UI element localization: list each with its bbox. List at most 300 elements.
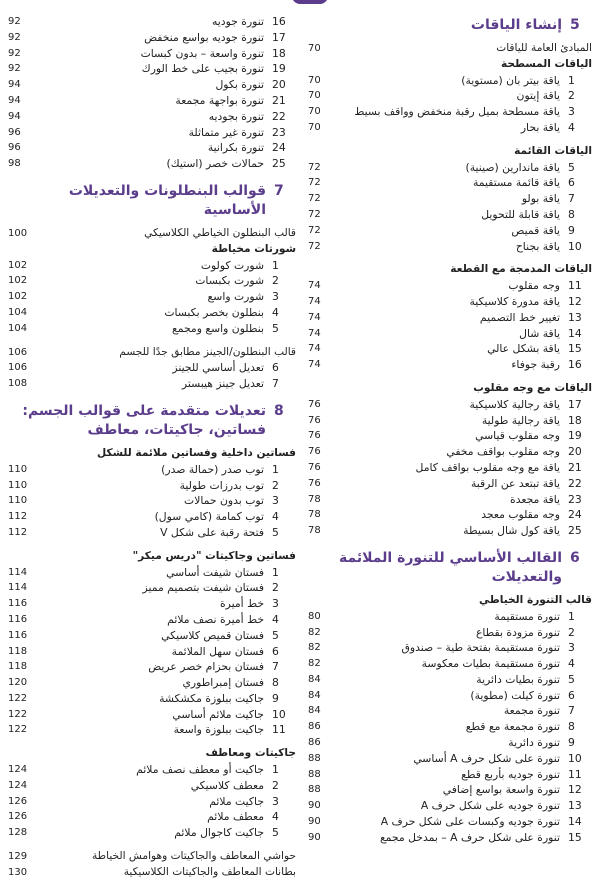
toc-entry[interactable] — [8, 305, 296, 321]
entry-page: 90 — [308, 800, 321, 812]
entry-page: 116 — [8, 629, 28, 641]
toc-entry[interactable] — [308, 507, 592, 523]
entry-number: 16 — [568, 358, 582, 372]
entry-number: 10 — [272, 707, 286, 721]
toc-entry[interactable] — [8, 345, 296, 361]
toc-entry[interactable] — [8, 478, 296, 494]
toc-entry[interactable] — [8, 509, 296, 525]
toc-entry[interactable] — [8, 525, 296, 541]
toc-entry[interactable] — [308, 767, 592, 783]
entry-number: 22 — [568, 476, 582, 490]
toc-entry[interactable] — [8, 30, 296, 46]
entry-number: 3 — [272, 597, 279, 611]
entry-number: 1 — [272, 565, 279, 579]
entry-title: فستان سهل الملائمة — [171, 644, 264, 658]
entry-title: تنورة مزودة بقطاع — [475, 625, 560, 639]
entry-page: 72 — [308, 224, 321, 236]
entry-title: تنورة واسعة – بدون كبسات — [140, 46, 264, 60]
entry-number: 13 — [568, 310, 582, 324]
section-title: فساتين وجاكيتات "دريس ميكر" — [132, 549, 296, 562]
toc-entry[interactable] — [8, 462, 296, 478]
toc-entry[interactable] — [8, 140, 296, 156]
entry-number: 7 — [272, 377, 279, 391]
section-heading — [8, 746, 296, 762]
entry-number: 6 — [568, 688, 575, 702]
toc-entry[interactable] — [308, 751, 592, 767]
entry-page: 72 — [308, 208, 321, 220]
entry-page: 76 — [308, 446, 321, 458]
entry-page: 102 — [8, 291, 28, 303]
entry-title: توب بدون حمالات — [184, 494, 264, 508]
toc-entry[interactable] — [8, 289, 296, 305]
top-accent-bar — [0, 0, 600, 6]
toc-entry[interactable] — [8, 77, 296, 93]
toc-entry[interactable] — [308, 444, 592, 460]
toc-entry[interactable] — [308, 798, 592, 814]
toc-entry[interactable] — [8, 644, 296, 660]
toc-entry[interactable] — [8, 825, 296, 841]
entry-number: 7 — [568, 704, 575, 718]
toc-entry[interactable] — [308, 175, 592, 191]
entry-page: 92 — [8, 63, 21, 75]
toc-entry[interactable] — [308, 88, 592, 104]
toc-entry[interactable] — [308, 191, 592, 207]
toc-entry[interactable] — [8, 794, 296, 810]
section-title: قالب التنورة الخياطي — [479, 593, 592, 606]
entry-page: 76 — [308, 461, 321, 473]
section-heading — [8, 446, 296, 462]
entry-number: 17 — [272, 30, 286, 44]
entry-page: 110 — [8, 479, 28, 491]
toc-entry[interactable] — [8, 321, 296, 337]
chapter-title: القالب الأساسي للتنورة الملائمة والتعديلات — [339, 549, 562, 585]
toc-entry[interactable] — [308, 830, 592, 846]
entry-title: تنورة دائرية — [508, 736, 560, 750]
entry-title: فستان بحزام خصر عريض — [148, 660, 264, 674]
toc-entry[interactable] — [8, 46, 296, 62]
entry-number: 11 — [568, 279, 582, 293]
toc-entry[interactable] — [308, 120, 592, 136]
entry-number: 4 — [272, 810, 279, 824]
entry-page: 122 — [8, 708, 28, 720]
entry-number: 3 — [272, 290, 279, 304]
section-list — [8, 258, 296, 337]
entry-title: تنورة واسعة بواسع إضافي — [442, 783, 560, 797]
toc-entry[interactable] — [8, 849, 296, 865]
toc-entry[interactable] — [308, 492, 592, 508]
toc-entry[interactable] — [8, 707, 296, 723]
section-list — [8, 462, 296, 541]
entry-title: ياقة شال — [519, 326, 560, 340]
entry-number: 17 — [568, 397, 582, 411]
entry-number: 24 — [568, 508, 582, 522]
toc-entry[interactable] — [308, 357, 592, 373]
entry-number: 7 — [272, 660, 279, 674]
entry-title: ياقة مدورة كلاسيكية — [469, 294, 560, 308]
toc-entry[interactable] — [8, 809, 296, 825]
entry-number: 5 — [568, 160, 575, 174]
toc-entry[interactable] — [308, 326, 592, 342]
toc-entry[interactable] — [308, 223, 592, 239]
entry-page: 74 — [308, 359, 321, 371]
section-title: فساتين داخلية وفساتين ملائمة للشكل — [97, 446, 296, 459]
entry-number: 4 — [272, 612, 279, 626]
toc-entry[interactable] — [308, 735, 592, 751]
entry-page: 74 — [308, 311, 321, 323]
toc-entry[interactable] — [308, 625, 592, 641]
entry-title: قالب البنطلون الخياطي الكلاسيكي — [144, 226, 296, 239]
entry-number: 1 — [568, 609, 575, 623]
entry-page: 126 — [8, 811, 28, 823]
entry-number: 14 — [568, 815, 582, 829]
chapter-8-heading — [8, 402, 296, 440]
entry-title: حواشي المعاطف والجاكيتات وهوامش الخياطة — [91, 850, 296, 863]
section-title: الياقات المسطحة — [500, 57, 592, 70]
entry-number: 5 — [272, 628, 279, 642]
section-title: شورتات مخياطة — [211, 242, 296, 255]
entry-title: بنطلون بخصر بكبسات — [164, 305, 264, 319]
entry-page: 96 — [8, 126, 21, 138]
entry-number: 5 — [272, 826, 279, 840]
entry-number: 16 — [272, 15, 286, 28]
entry-title: تنورة جوديه وكبسات على شكل حرف A — [380, 815, 560, 829]
entry-number: 15 — [568, 342, 582, 356]
entry-title: تنورة مستقيمة بطيات معكوسة — [421, 657, 560, 671]
entry-page: 106 — [8, 362, 28, 374]
section-list — [308, 609, 592, 846]
entry-title: تنورة على شكل حرف A أساسي — [413, 751, 560, 765]
toc-entry[interactable] — [8, 628, 296, 644]
entry-page: 118 — [8, 645, 28, 657]
entry-page: 88 — [308, 768, 321, 780]
toc-entry[interactable] — [308, 207, 592, 223]
entry-title: المبادئ العامة للياقات — [496, 42, 592, 54]
entry-number: 20 — [568, 445, 582, 459]
entry-page: 130 — [8, 866, 28, 878]
section-title: الياقات المدمجة مع القطعة — [450, 263, 592, 276]
entry-page: 84 — [308, 689, 321, 701]
entry-number: 4 — [568, 120, 575, 134]
entry-page: 76 — [308, 398, 321, 410]
entry-title: جاكيت كاجوال ملائم — [174, 826, 264, 840]
toc-entry[interactable] — [308, 460, 592, 476]
entry-number: 11 — [568, 767, 582, 781]
toc-entry[interactable] — [8, 659, 296, 675]
entry-page: 124 — [8, 779, 28, 791]
toc-left-column — [8, 14, 296, 881]
toc-entry[interactable] — [8, 596, 296, 612]
entry-page: 82 — [308, 658, 321, 670]
entry-title: تنورة مستقيمة بفتحة طية – صندوق — [401, 641, 560, 655]
entry-page: 94 — [8, 110, 21, 122]
entry-page: 72 — [308, 177, 321, 189]
entry-number: 13 — [568, 799, 582, 813]
entry-page: 110 — [8, 495, 28, 507]
toc-entry[interactable] — [8, 675, 296, 691]
entry-number: 2 — [568, 89, 575, 103]
entry-page: 74 — [308, 343, 321, 355]
entry-title: فستان قميص كلاسيكي — [161, 628, 264, 642]
toc-entry[interactable] — [308, 278, 592, 294]
entry-page: 84 — [308, 705, 321, 717]
entry-title: خط أميرة نصف ملائم — [167, 612, 264, 626]
toc-entry[interactable] — [308, 814, 592, 830]
entry-number: 1 — [568, 73, 575, 87]
entry-page: 92 — [8, 31, 21, 43]
entry-page: 124 — [8, 764, 28, 776]
entry-title: ياقة قميص — [511, 223, 560, 237]
toc-entry[interactable] — [8, 778, 296, 794]
entry-title: جاكيت ببلوزة مكشكشة — [159, 691, 264, 705]
entry-page: 102 — [8, 275, 28, 287]
entry-title: تنورة مستقيمة — [494, 609, 560, 623]
entry-page: 94 — [8, 79, 21, 91]
entry-title: بطانات المعاطف والجاكيتات الكلاسيكية — [123, 865, 296, 878]
entry-number: 4 — [272, 510, 279, 524]
entry-page: 90 — [308, 816, 321, 828]
toc-entry[interactable] — [8, 109, 296, 125]
entry-title: جاكيت ملائم — [209, 794, 264, 808]
section-heading — [308, 262, 592, 278]
entry-title: تنورة بجيب على خط الورك — [141, 62, 264, 76]
entry-title: ياقة بحار — [520, 120, 560, 134]
section-list — [308, 397, 592, 539]
entry-page: 84 — [308, 673, 321, 685]
entry-title: ياقة كول شال بسيطة — [463, 524, 560, 538]
entry-title: تنورة على شكل حرف A – بمدخل مجمع — [379, 830, 560, 844]
entry-page: 106 — [8, 346, 28, 358]
entry-page: 122 — [8, 692, 28, 704]
toc-entry[interactable] — [308, 523, 592, 539]
entry-page: 70 — [308, 43, 321, 54]
entry-number: 20 — [272, 78, 286, 92]
toc-entry[interactable] — [8, 226, 296, 242]
entry-number: 19 — [272, 62, 286, 76]
entry-title: ياقة ماندارين (صينية) — [465, 160, 560, 174]
entry-number: 10 — [568, 751, 582, 765]
toc-entry[interactable] — [308, 640, 592, 656]
entry-page: 112 — [8, 526, 28, 538]
toc-entry[interactable] — [8, 273, 296, 289]
entry-page: 82 — [308, 626, 321, 638]
entry-title: خط أميرة — [219, 597, 264, 611]
section-list — [308, 73, 592, 136]
entry-number: 6 — [272, 644, 279, 658]
entry-number: 25 — [272, 157, 286, 171]
toc-entry[interactable] — [308, 782, 592, 798]
section-heading — [308, 144, 592, 160]
entry-number: 2 — [272, 274, 279, 288]
entry-title: ياقة مسطحة بميل رقبة منخفض وواقف بسيط — [354, 105, 560, 119]
entry-title: ياقة قائمة مستقيمة — [472, 176, 560, 190]
entry-page: 76 — [308, 477, 321, 489]
toc-entry[interactable] — [8, 14, 296, 30]
entry-page: 98 — [8, 158, 21, 170]
entry-page: 82 — [308, 642, 321, 654]
section-list — [8, 762, 296, 841]
toc-entry[interactable] — [308, 413, 592, 429]
entry-title: تنورة بكرانية — [207, 141, 264, 155]
section-list — [8, 565, 296, 739]
entry-page: 122 — [8, 724, 28, 736]
entry-title: ياقة إيتون — [516, 89, 560, 103]
entry-number: 21 — [568, 460, 582, 474]
entry-number: 18 — [272, 46, 286, 60]
toc-entry[interactable] — [308, 428, 592, 444]
toc-entry[interactable] — [308, 310, 592, 326]
entry-page: 80 — [308, 610, 321, 622]
entry-title: ياقة قابلة للتحويل — [481, 207, 560, 221]
toc-entry[interactable] — [8, 156, 296, 172]
section-heading — [8, 242, 296, 258]
toc-entry[interactable] — [308, 104, 592, 120]
entry-title: جاكيت أو معطف نصف ملائم — [136, 763, 264, 777]
section-heading — [308, 593, 592, 609]
toc-entry[interactable] — [8, 865, 296, 881]
entry-number: 3 — [272, 494, 279, 508]
entry-page: 72 — [308, 161, 321, 173]
entry-title: تنورة مجمعة مع قطع — [465, 720, 560, 734]
section-list — [8, 360, 296, 392]
entry-title: جاكيت ببلوزة واسعة — [173, 723, 264, 737]
entry-number: 6 — [272, 361, 279, 375]
entry-title: رقبة جوفاء — [511, 358, 560, 372]
entry-number: 2 — [272, 478, 279, 492]
entry-page: 70 — [308, 90, 321, 102]
toc-entry[interactable] — [308, 672, 592, 688]
entry-title: تنورة بطيات دائرية — [476, 672, 560, 686]
toc-entry[interactable] — [8, 493, 296, 509]
toc-entry[interactable] — [8, 376, 296, 392]
toc-entry[interactable] — [8, 93, 296, 109]
entry-page: 104 — [8, 322, 28, 334]
entry-title: تنورة بجوديه — [208, 109, 264, 123]
entry-title: شورت واسع — [207, 290, 264, 304]
entry-page: 102 — [8, 259, 28, 271]
toc-entry[interactable] — [8, 580, 296, 596]
entry-title: ياقة بجناح — [515, 239, 560, 253]
entry-page: 100 — [8, 227, 28, 239]
entry-page: 96 — [8, 142, 21, 154]
entry-title: توب كمامة (كامي سول) — [154, 510, 264, 524]
toc-entry[interactable] — [308, 239, 592, 255]
entry-title: تغيير خط التصميم — [479, 310, 560, 324]
section-list — [308, 160, 592, 255]
entry-title: وجه مقلوب معجد — [481, 508, 560, 522]
chapter-number: 8 — [274, 402, 284, 419]
chapter-7-heading — [8, 182, 296, 220]
entry-title: ياقة بولو — [521, 192, 560, 206]
entry-page: 88 — [308, 784, 321, 796]
chapter-number: 6 — [570, 549, 580, 566]
toc-entry[interactable] — [8, 360, 296, 376]
toc-entry[interactable] — [308, 719, 592, 735]
chapter-title: قوالب البنطلونات والتعديلات الأساسية — [68, 182, 266, 218]
entry-page: 126 — [8, 795, 28, 807]
toc-entry[interactable] — [8, 722, 296, 738]
entry-title: تنورة جوديه بأربع قطع — [461, 767, 560, 781]
toc-entry[interactable] — [308, 397, 592, 413]
toc-entry[interactable] — [308, 73, 592, 89]
toc-entry[interactable] — [308, 341, 592, 357]
toc-entry[interactable] — [308, 476, 592, 492]
toc-entry[interactable] — [308, 609, 592, 625]
entry-number: 5 — [568, 672, 575, 686]
entry-page: 72 — [308, 193, 321, 205]
entry-title: بنطلون واسع ومجمع — [171, 321, 264, 335]
entry-number: 7 — [568, 192, 575, 206]
entry-number: 8 — [568, 207, 575, 221]
entry-number: 24 — [272, 141, 286, 155]
section-heading — [8, 549, 296, 565]
chapter-title: تعديلات متقدمة على قوالب الجسم: فساتين، جاكيتات، معاطف — [22, 402, 266, 438]
entry-title: قالب البنطلون/الجينز مطابق جدًا للجسم — [119, 345, 296, 358]
entry-number: 21 — [272, 93, 286, 107]
chapter-number: 7 — [274, 182, 284, 199]
entry-page: 76 — [308, 414, 321, 426]
entry-title: تنورة جوديه — [212, 15, 264, 28]
section-heading — [308, 57, 592, 73]
entry-number: 1 — [272, 258, 279, 272]
toc-entry[interactable] — [8, 258, 296, 274]
toc-entry[interactable] — [8, 61, 296, 77]
entry-number: 15 — [568, 830, 582, 844]
toc-entry[interactable] — [8, 691, 296, 707]
entry-page: 90 — [308, 831, 321, 843]
entry-number: 23 — [568, 492, 582, 506]
toc-entry[interactable] — [308, 688, 592, 704]
entry-number: 23 — [272, 125, 286, 139]
entry-page: 88 — [308, 752, 321, 764]
toc-entry[interactable] — [8, 762, 296, 778]
entry-page: 74 — [308, 280, 321, 292]
entry-title: وجه مقلوب بواقف مخفي — [446, 445, 560, 459]
chapter-6-heading — [308, 549, 592, 587]
entry-number: 11 — [272, 723, 286, 737]
entry-title: تنورة غير متماثلة — [188, 125, 264, 139]
entry-number: 14 — [568, 326, 582, 340]
entry-title: تنورة بواجهة مجمعة — [175, 93, 264, 107]
toc-entry[interactable] — [8, 125, 296, 141]
entry-page: 74 — [308, 327, 321, 339]
entry-number: 1 — [272, 462, 279, 476]
entry-title: ياقة تبتعد عن الرقبة — [470, 476, 560, 490]
entry-number: 3 — [568, 641, 575, 655]
entry-number: 5 — [272, 525, 279, 539]
entry-page: 70 — [308, 106, 321, 118]
entry-title: معطف كلاسيكي — [190, 778, 264, 792]
entry-number: 9 — [568, 736, 575, 750]
toc-entry[interactable] — [308, 703, 592, 719]
toc-entry[interactable] — [308, 656, 592, 672]
chapter-5-heading — [308, 16, 592, 35]
toc-entry[interactable] — [308, 160, 592, 176]
entry-title: تنورة بكول — [215, 78, 264, 92]
entry-page: 116 — [8, 598, 28, 610]
toc-entry[interactable] — [8, 565, 296, 581]
toc-entry[interactable] — [308, 294, 592, 310]
entry-page: 114 — [8, 566, 28, 578]
toc-entry[interactable] — [8, 612, 296, 628]
toc-entry[interactable] — [308, 41, 592, 57]
entry-number: 12 — [568, 294, 582, 308]
entry-page: 70 — [308, 121, 321, 133]
section-title: جاكيتات ومعاطف — [205, 747, 296, 760]
entry-title: ياقة مع وجه مقلوب بواقف كامل — [415, 460, 560, 474]
entry-title: تنورة جوديه بواسع منخفض — [144, 30, 264, 44]
entry-page: 92 — [8, 47, 21, 59]
entry-title: تعديل أساسي للجينز — [172, 361, 264, 375]
